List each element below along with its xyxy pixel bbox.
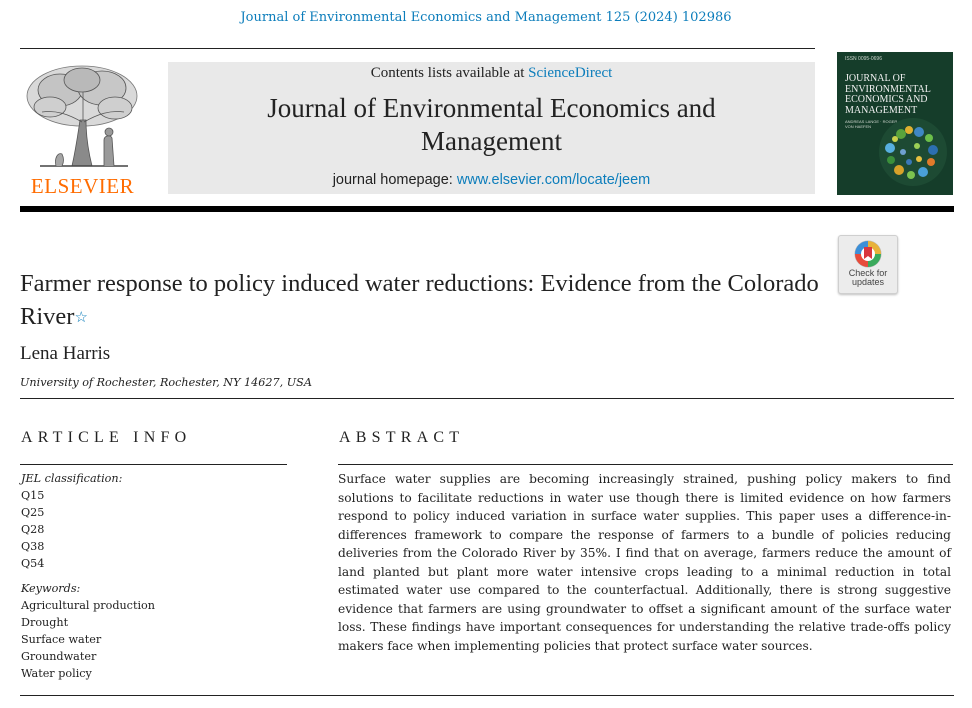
check-updates-label	[839, 269, 897, 287]
article-title-text: Farmer response to policy induced water reductions: Evidence from the Colorado River	[20, 270, 819, 330]
check-for-updates-badge[interactable]	[838, 235, 898, 294]
abstract-divider	[338, 464, 953, 465]
sciencedirect-link[interactable]: ScienceDirect	[528, 65, 613, 81]
tree-engraving-icon	[20, 62, 145, 174]
journal-homepage-link[interactable]: www.elsevier.com/locate/jeem	[456, 172, 651, 188]
homepage-line	[168, 172, 815, 188]
elsevier-wordmark[interactable]: ELSEVIER	[30, 174, 135, 198]
article-title	[20, 267, 820, 333]
article-info-heading: ARTICLE INFO	[21, 429, 192, 446]
jel-code: Q38	[21, 540, 45, 553]
keyword: Surface water	[21, 633, 102, 646]
keyword: Drought	[21, 616, 69, 629]
jel-code: Q54	[21, 557, 45, 570]
abstract-body: Surface water supplies are becoming increasingly strained, pushing policy makers to find solutions to facilitate reductions in water use though there is limited evidence on how farmers respond to policy induced variation in surface water supplies. This paper uses a difference-in-differences framework to compare the response of farmers to a bundle of policies reducing deliveries from the Colorado River by 35%. I find that on average, farmers reduce the amount of land planted but plant more water intensive crops leading to a minimal reduction in total estimated water use compared to the counterfactual. Additionally, there is strong suggestive evidence that farmers are using groundwater to offset a significant amount of the surface water loss. These findings have important consequences for understanding the relative trade-offs policy makers face when implementing policies that protect surface water sources.	[338, 472, 951, 653]
jel-code: Q15	[21, 489, 45, 502]
keyword: Groundwater	[21, 650, 97, 663]
bottom-divider	[20, 695, 954, 696]
keyword: Agricultural production	[21, 599, 155, 612]
journal-title[interactable]: Journal of Environmental Economics and Management	[267, 93, 716, 156]
header-thick-divider	[20, 206, 954, 212]
journal-cover-image[interactable]	[837, 52, 953, 195]
jel-label: JEL classification:	[21, 472, 123, 485]
title-divider	[20, 398, 954, 399]
author-affiliation: University of Rochester, Rochester, NY 14627, USA	[20, 376, 312, 389]
article-info-column	[21, 470, 291, 682]
title-footnote-star-icon[interactable]: ☆	[74, 310, 88, 326]
homepage-prefix: journal homepage:	[332, 172, 457, 188]
jel-code: Q25	[21, 506, 45, 519]
check-updates-line2: updates	[851, 277, 885, 287]
abstract-heading: ABSTRACT	[339, 429, 465, 446]
keyword: Water policy	[21, 667, 92, 680]
article-info-divider	[20, 464, 287, 465]
check-updates-line1: Check for	[848, 268, 888, 278]
spacer	[21, 572, 291, 580]
cover-issn: ISSN 0095-0696	[845, 56, 882, 62]
journal-citation[interactable]: Journal of Environmental Economics and Management 125 (2024) 102986	[240, 10, 732, 25]
top-divider	[20, 48, 815, 49]
jel-code: Q28	[21, 523, 45, 536]
journal-banner	[168, 62, 815, 194]
cover-recycle-graphic-icon	[873, 112, 951, 192]
contents-prefix: Contents lists available at	[370, 65, 529, 81]
cover-editors: ANDREAS LANGE · ROGER VON HAEFEN	[845, 119, 898, 129]
contents-line	[168, 65, 815, 82]
crossmark-icon	[853, 239, 883, 269]
cover-title: JOURNAL OF ENVIRONMENTAL ECONOMICS AND MANAGEMENT	[845, 73, 931, 116]
author-name[interactable]: Lena Harris	[20, 343, 111, 364]
keywords-label: Keywords:	[21, 582, 81, 595]
